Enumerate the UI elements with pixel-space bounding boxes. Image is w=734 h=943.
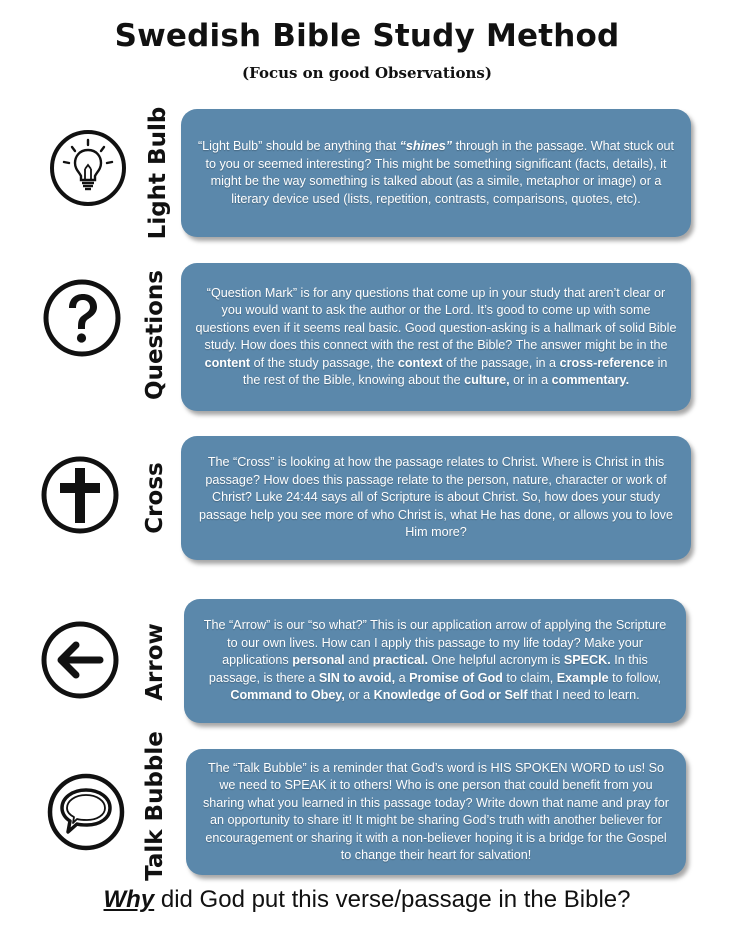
light-bulb-icon [48, 128, 128, 208]
why-emphasis: Why [103, 886, 155, 913]
section-card: “Question Mark” is for any questions that come up in your study that aren’t clear or you would want to ask the author or the Lord. It’s good to come up with some questions even if it seems real basic. Good question-asking is a hallmark of solid Bible study. How does this connect with the rest of the Bible? The answer might be in the content of the study passage, the context of the passage, in a cross-reference in the rest of the Bible, knowing about the culture, or in a commentary. [181, 263, 691, 411]
cross-icon [40, 455, 120, 535]
section-card: The “Talk Bubble” is a reminder that God’s word is HIS SPOKEN WORD to us! So we need to SPEAK it to others! Who is one person that could benefit from you sharing what you learned in this passage today? Write down that name and pray for an opportunity to share it! It might be sharing God’s truth with another believer for encouragement or sharing it with a non-believer hoping it is a bridge for the Gospel to change their heart for salvation! [186, 749, 686, 875]
section-card: The “Arrow” is our “so what?” This is our application arrow of applying the Scripture to our own lives. How can I apply this passage to my life today? Make your applications personal and practical. One helpful acronym is SPECK. In this passage, is there a SIN to avoid, a Promise of God to claim, Example to follow, Command to Obey, or a Knowledge of God or Self that I need to learn. [184, 599, 686, 723]
arrow-left-icon [40, 620, 120, 700]
page-subtitle: (Focus on good Observations) [242, 64, 492, 82]
section-card: The “Cross” is looking at how the passage relates to Christ. Where is Christ in this passage? How does this passage relate to the person, nature, character or work of Christ? Luke 24:44 says all of Scripture is about Christ. So, how does your study passage help you see more of who Christ is, what He has done, or allows you to love Him more? [181, 436, 691, 560]
section-label: Cross [142, 462, 168, 534]
question-mark-icon [42, 278, 122, 358]
footer-question-text: did God put this verse/passage in the Bible? [154, 886, 631, 913]
section-card: “Light Bulb” should be anything that “shines” through in the passage. What stuck out to you or seemed interesting? This might be something significant (facts, details), it might be the way something is talked about (as a simile, metaphor or image) or a literary device used (lists, repetition, contrasts, comparisons, quotes, etc). [181, 109, 691, 237]
page-title: Swedish Bible Study Method [114, 18, 620, 54]
section-label: Questions [142, 270, 168, 400]
section-label: Talk Bubble [142, 731, 168, 881]
footer-question [0, 886, 734, 914]
section-label: Arrow [142, 623, 168, 701]
section-label: Light Bulb [145, 106, 171, 240]
talk-bubble-icon [46, 772, 126, 852]
